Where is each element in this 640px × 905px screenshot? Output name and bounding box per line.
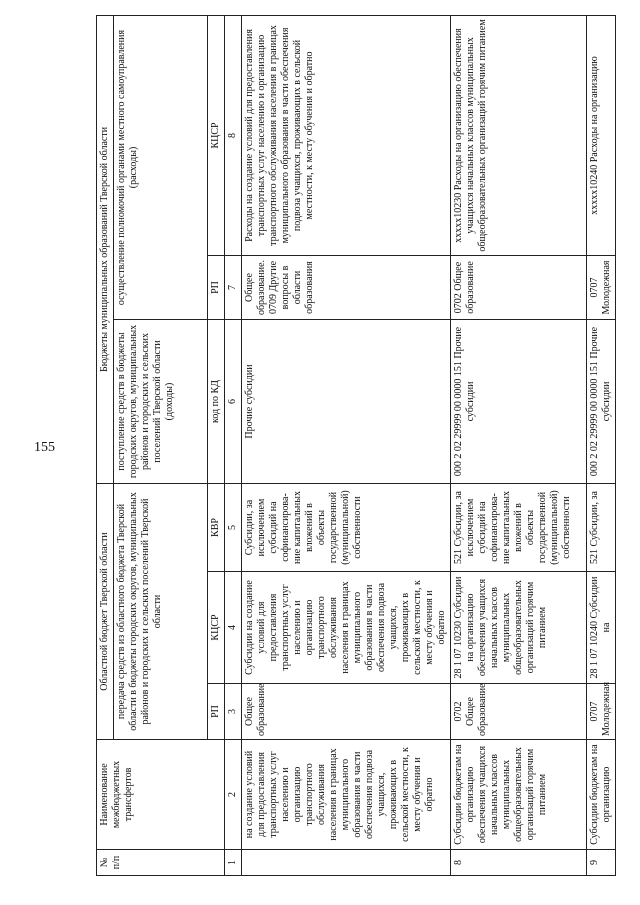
- header-name: Наименование межбюджетных трансфертов: [97, 740, 225, 850]
- col-number: 2: [225, 740, 242, 850]
- cell-kvr: 521 Субсидии, за исключением субсидий на софинансирова-ние капитальных вложений в объекты государственной (муниципальной) собственности: [451, 484, 587, 572]
- cell-rp2: 0707 Молодежная: [587, 256, 616, 320]
- cell-name: Субсидии бюджетам на организацию обеспечения учащихся начальных классов муниципальных общеобразовательных организаций горячим питанием: [451, 740, 587, 850]
- cell-rp: 0702 Общее образование: [451, 684, 587, 740]
- cell-rp2: 0702 Общее образование: [451, 256, 587, 320]
- cell-num: 9: [587, 850, 616, 876]
- cell-rp: Общее образование: [242, 684, 451, 740]
- header-kd: код по КД: [208, 320, 225, 484]
- cell-name: на создание условий для предоставления транспортных услуг населению и организацию транспортного обслуживания населения в границах муниципального образования в части обеспечения подвоза учащихся, проживающих в сельской местности, к месту обучения и обратно: [242, 740, 451, 850]
- table-row: [451, 15, 587, 875]
- cell-num: [242, 850, 451, 876]
- col-number: 4: [225, 572, 242, 684]
- cell-kcsr2: Расходы на создание условий для предоставления транспортных услуг населению и организацию транспортного обслуживания населения в границах муниципального образования в части обеспечения подвоза учащихся, проживающих в сельской местности, к месту обучения и обратно: [242, 15, 451, 255]
- col-number: 1: [225, 850, 242, 876]
- header-municipal-budgets: Бюджеты муниципальных образований Тверской области: [97, 15, 114, 483]
- header-rp: РП: [208, 684, 225, 740]
- header-kcsr: КЦСР: [208, 572, 225, 684]
- header-regional-budget: Областной бюджет Тверской области: [97, 484, 114, 740]
- cell-kcsr2: xxxxx10230 Расходы на организацию обеспечения учащихся начальных классов муниципальных общеобразовательных организаций горячим питанием: [451, 15, 587, 255]
- col-number: 7: [225, 256, 242, 320]
- col-number: 3: [225, 684, 242, 740]
- col-number: 8: [225, 15, 242, 255]
- cell-kvr: 521 Субсидии, за: [587, 484, 616, 572]
- transfers-table: [96, 15, 616, 876]
- header-kvr: КВР: [208, 484, 225, 572]
- rotated-table-wrapper: [96, 16, 612, 876]
- cell-kd: Прочие субсидии: [242, 320, 451, 484]
- table-row: [587, 15, 616, 875]
- cell-kd: 000 2 02 29999 00 0000 151 Прочие субсидии: [451, 320, 587, 484]
- header-municipal-expense: осуществление полномочий органами местного самоуправления (расходы): [114, 15, 208, 319]
- header-municipal-income: поступление средств в бюджеты городских округов, муниципальных районов и городских и сельских поселений Тверской области (доходы): [114, 320, 208, 484]
- cell-kcsr2: xxxxx10240 Расходы на организацию: [587, 15, 616, 255]
- table-row: [242, 15, 451, 875]
- cell-rp: 0707 Молодежная: [587, 684, 616, 740]
- header-kcsr2: КЦСР: [208, 15, 225, 255]
- col-number: 5: [225, 484, 242, 572]
- cell-kd: 000 2 02 29999 00 0000 151 Прочие субсидии: [587, 320, 616, 484]
- cell-kcsr: 28 1 07 10240 Субсидии на: [587, 572, 616, 684]
- header-rp2: РП: [208, 256, 225, 320]
- col-number: 6: [225, 320, 242, 484]
- cell-name: Субсидии бюджетам на организацию: [587, 740, 616, 850]
- page-number: 155: [34, 440, 55, 455]
- cell-kcsr: Субсидии на создание условий для предоставления транспортных услуг населению и организацию транспортного обслуживания населения в границах муниципального образования в части обеспечения подвоза учащихся, проживающих в сельской местности, к месту обучения и обратно: [242, 572, 451, 684]
- header-regional-desc: передача средств из областного бюджета Тверской области в бюджеты городских округов, муниципальных районов и городских и сельских поселений Тверской области: [114, 484, 208, 740]
- cell-num: 8: [451, 850, 587, 876]
- cell-kvr: Субсидии, за исключением субсидий на софинансирова-ние капитальных вложений в объекты государственной (муниципальной) собственности: [242, 484, 451, 572]
- cell-rp2: Общее образование. 0709 Другие вопросы в области образования: [242, 256, 451, 320]
- header-num: № п/п: [97, 850, 225, 876]
- cell-kcsr: 28 1 07 10230 Субсидии на организацию обеспечения учащихся начальных классов муниципальных общеобразовательных организаций горячим питанием: [451, 572, 587, 684]
